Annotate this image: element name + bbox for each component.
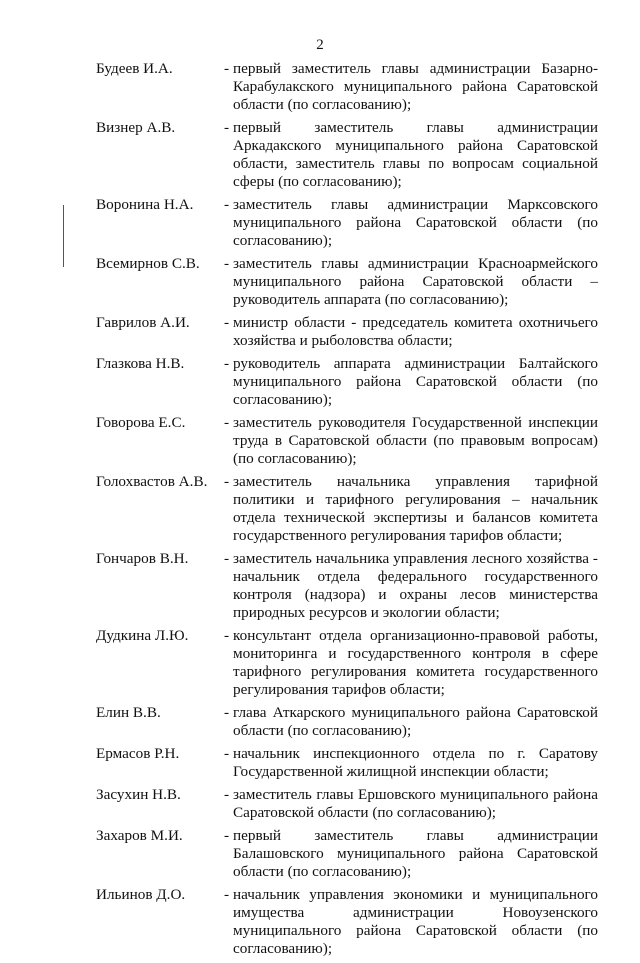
list-item	[96, 314, 598, 350]
member-list	[96, 60, 598, 963]
member-position: заместитель главы Ершовского муниципального района Саратовской области (по согласованию);	[233, 786, 598, 821]
list-item	[96, 60, 598, 114]
list-item	[96, 355, 598, 409]
list-item	[96, 550, 598, 622]
member-name: Ильинов Д.О.	[96, 886, 186, 903]
member-position: глава Аткарского муниципального района Саратовской области (по согласованию);	[233, 704, 598, 739]
list-item	[96, 886, 598, 958]
member-position: заместитель главы администрации Красноармейского муниципального района Саратовской области – руководитель аппарата (по согласованию);	[233, 255, 598, 308]
member-name: Всемирнов С.В.	[96, 255, 200, 272]
entry-dash: -	[224, 473, 230, 490]
member-name: Ермасов Р.Н.	[96, 745, 180, 762]
member-position: начальник инспекционного отдела по г. Саратову Государственной жилищной инспекции области;	[233, 745, 598, 780]
member-name: Дудкина Л.Ю.	[96, 627, 189, 644]
member-name: Глазкова Н.В.	[96, 355, 185, 372]
entry-dash: -	[224, 414, 230, 431]
member-position: руководитель аппарата администрации Балтайского муниципального района Саратовской области (по согласованию);	[233, 355, 598, 408]
member-position: заместитель руководителя Государственной инспекции труда в Саратовской области (по правовым вопросам) (по согласованию);	[233, 414, 598, 467]
member-name: Визнер А.В.	[96, 119, 176, 136]
entry-dash: -	[224, 196, 230, 213]
member-name: Гаврилов А.И.	[96, 314, 190, 331]
list-item	[96, 627, 598, 699]
member-position: заместитель начальника управления тарифной политики и тарифного регулирования – начальник отдела технической экспертизы и балансов комитета государственного регулирования тарифов области;	[233, 473, 598, 544]
list-item	[96, 196, 598, 250]
member-name: Захаров М.И.	[96, 827, 183, 844]
member-name: Воронина Н.А.	[96, 196, 194, 213]
list-item	[96, 827, 598, 881]
entry-dash: -	[224, 255, 230, 272]
entry-dash: -	[224, 550, 230, 567]
entry-dash: -	[224, 886, 230, 903]
member-position: заместитель главы администрации Марксовского муниципального района Саратовской области (по согласованию);	[233, 196, 598, 249]
list-item	[96, 119, 598, 191]
entry-dash: -	[224, 704, 230, 721]
member-position: министр области - председатель комитета охотничьего хозяйства и рыболовства области;	[233, 314, 598, 349]
list-item	[96, 704, 598, 740]
list-item	[96, 786, 598, 822]
member-name: Гончаров В.Н.	[96, 550, 189, 567]
entry-dash: -	[224, 314, 230, 331]
member-position: первый заместитель главы администрации Балашовского муниципального района Саратовской области (по согласованию);	[233, 827, 598, 880]
member-name: Засухин Н.В.	[96, 786, 181, 803]
entry-dash: -	[224, 827, 230, 844]
list-item	[96, 473, 598, 545]
member-position: заместитель начальника управления лесного хозяйства - начальник отдела федерального государственного контроля (надзора) и охраны лесов министерства природных ресурсов и экологии области;	[233, 550, 598, 621]
entry-dash: -	[224, 355, 230, 372]
member-name: Елин В.В.	[96, 704, 161, 721]
entry-dash: -	[224, 119, 230, 136]
member-position: первый заместитель главы администрации Аркадакского муниципального района Саратовской области, заместитель главы по вопросам социальной сферы (по согласованию);	[233, 119, 598, 190]
member-position: консультант отдела организационно-правовой работы, мониторинга и государственного контроля в сфере тарифного регулирования комитета государственного регулирования тарифов области;	[233, 627, 598, 698]
entry-dash: -	[224, 745, 230, 762]
entry-dash: -	[224, 60, 230, 77]
entry-dash: -	[224, 627, 230, 644]
list-item	[96, 745, 598, 781]
list-item	[96, 414, 598, 468]
entry-dash: -	[224, 786, 230, 803]
margin-mark	[63, 205, 64, 267]
list-item	[96, 255, 598, 309]
member-name: Голохвастов А.В.	[96, 473, 208, 490]
page-number: 2	[316, 37, 324, 53]
member-name: Будеев И.А.	[96, 60, 173, 77]
member-position: начальник управления экономики и муниципального имущества администрации Новоузенского муниципального района Саратовской области (по согласованию);	[233, 886, 598, 957]
member-position: первый заместитель главы администрации Базарно-Карабулакского муниципального района Саратовской области (по согласованию);	[233, 60, 598, 113]
member-name: Говорова Е.С.	[96, 414, 186, 431]
